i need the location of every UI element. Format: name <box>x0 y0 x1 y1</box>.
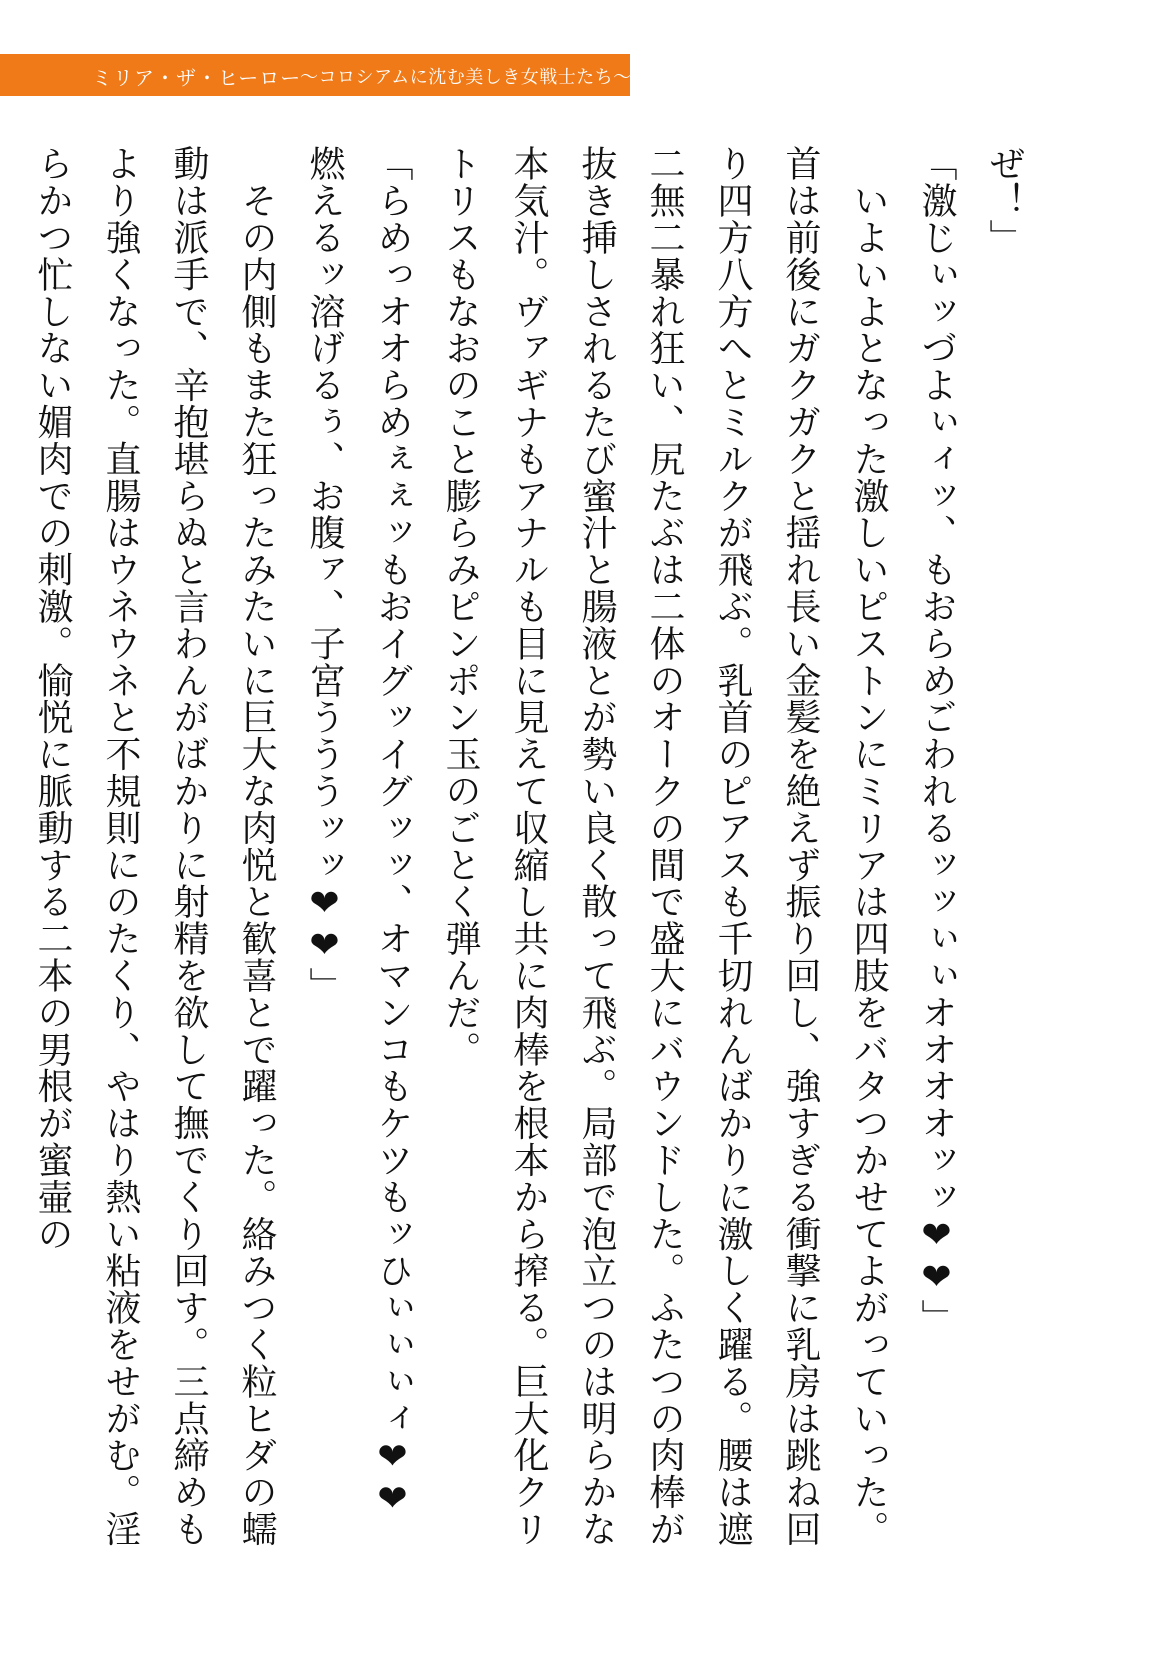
text-paragraph-dialogue-2: 「らめっオオらめぇぇッもおイグッイグッッ、オマンコもケツもッひぃぃぃィ❤❤ 燃えるッ溶げるぅ、お腹ァ、子宮うううッッ❤❤」 <box>304 145 413 1558</box>
text-paragraph-dialogue-1: 「激じぃッづよぃィッ、もおらめごわれるッッぃぃオオオオッッ❤❤」 <box>916 145 957 1336</box>
vertical-body-text <box>32 145 1038 1575</box>
text-paragraph-narration-1: いよいよとなった激しいピストンにミリアは四肢をバタつかせてよがっていった。首は前後にガクガクと揺れ長い金髪を絶えず振り回し、強すぎる衝撃に乳房は跳ね回り四方八方へとミルクが飛ぶ。乳首のピアスも千切れんばかりに激しく躍る。腰は遮二無二暴れ狂い、尻たぶは二体のオークの間で盛大にバウンドした。ふたつの肉棒が抜き挿しされるたび蜜汁と腸液とが勢い良く散って飛ぶ。局部で泡立つのは明らかな本気汁。ヴァギナもアナルも目に見えて収縮し共に肉棒を根本から搾る。巨大化クリトリスもなおのこと膨らみピンポン玉のごとく弾んだ。 <box>440 145 889 1548</box>
running-header-title: ミリア・ザ・ヒーロー <box>92 66 302 90</box>
text-paragraph-narration-2: その内側もまた狂ったみたいに巨大な肉悦と歓喜とで躍った。絡みつく粒ヒダの蠕動は派手で、辛抱堪らぬと言わんがばかりに射精を欲して撫でくり回す。三点締めもより強くなった。直腸はウネウネと不規則にのたくり、やはり熱い粘液をせがむ。淫らかつ忙しない媚肉での刺激。愉悦に脈動する二本の男根が蜜壷の <box>32 145 277 1548</box>
running-header-band <box>0 54 630 96</box>
running-header-subtitle: 〜コロシアムに沈む美しき女戦士たち〜 <box>300 67 632 88</box>
text-line-dialogue-end: ぜ！」 <box>984 145 1025 256</box>
